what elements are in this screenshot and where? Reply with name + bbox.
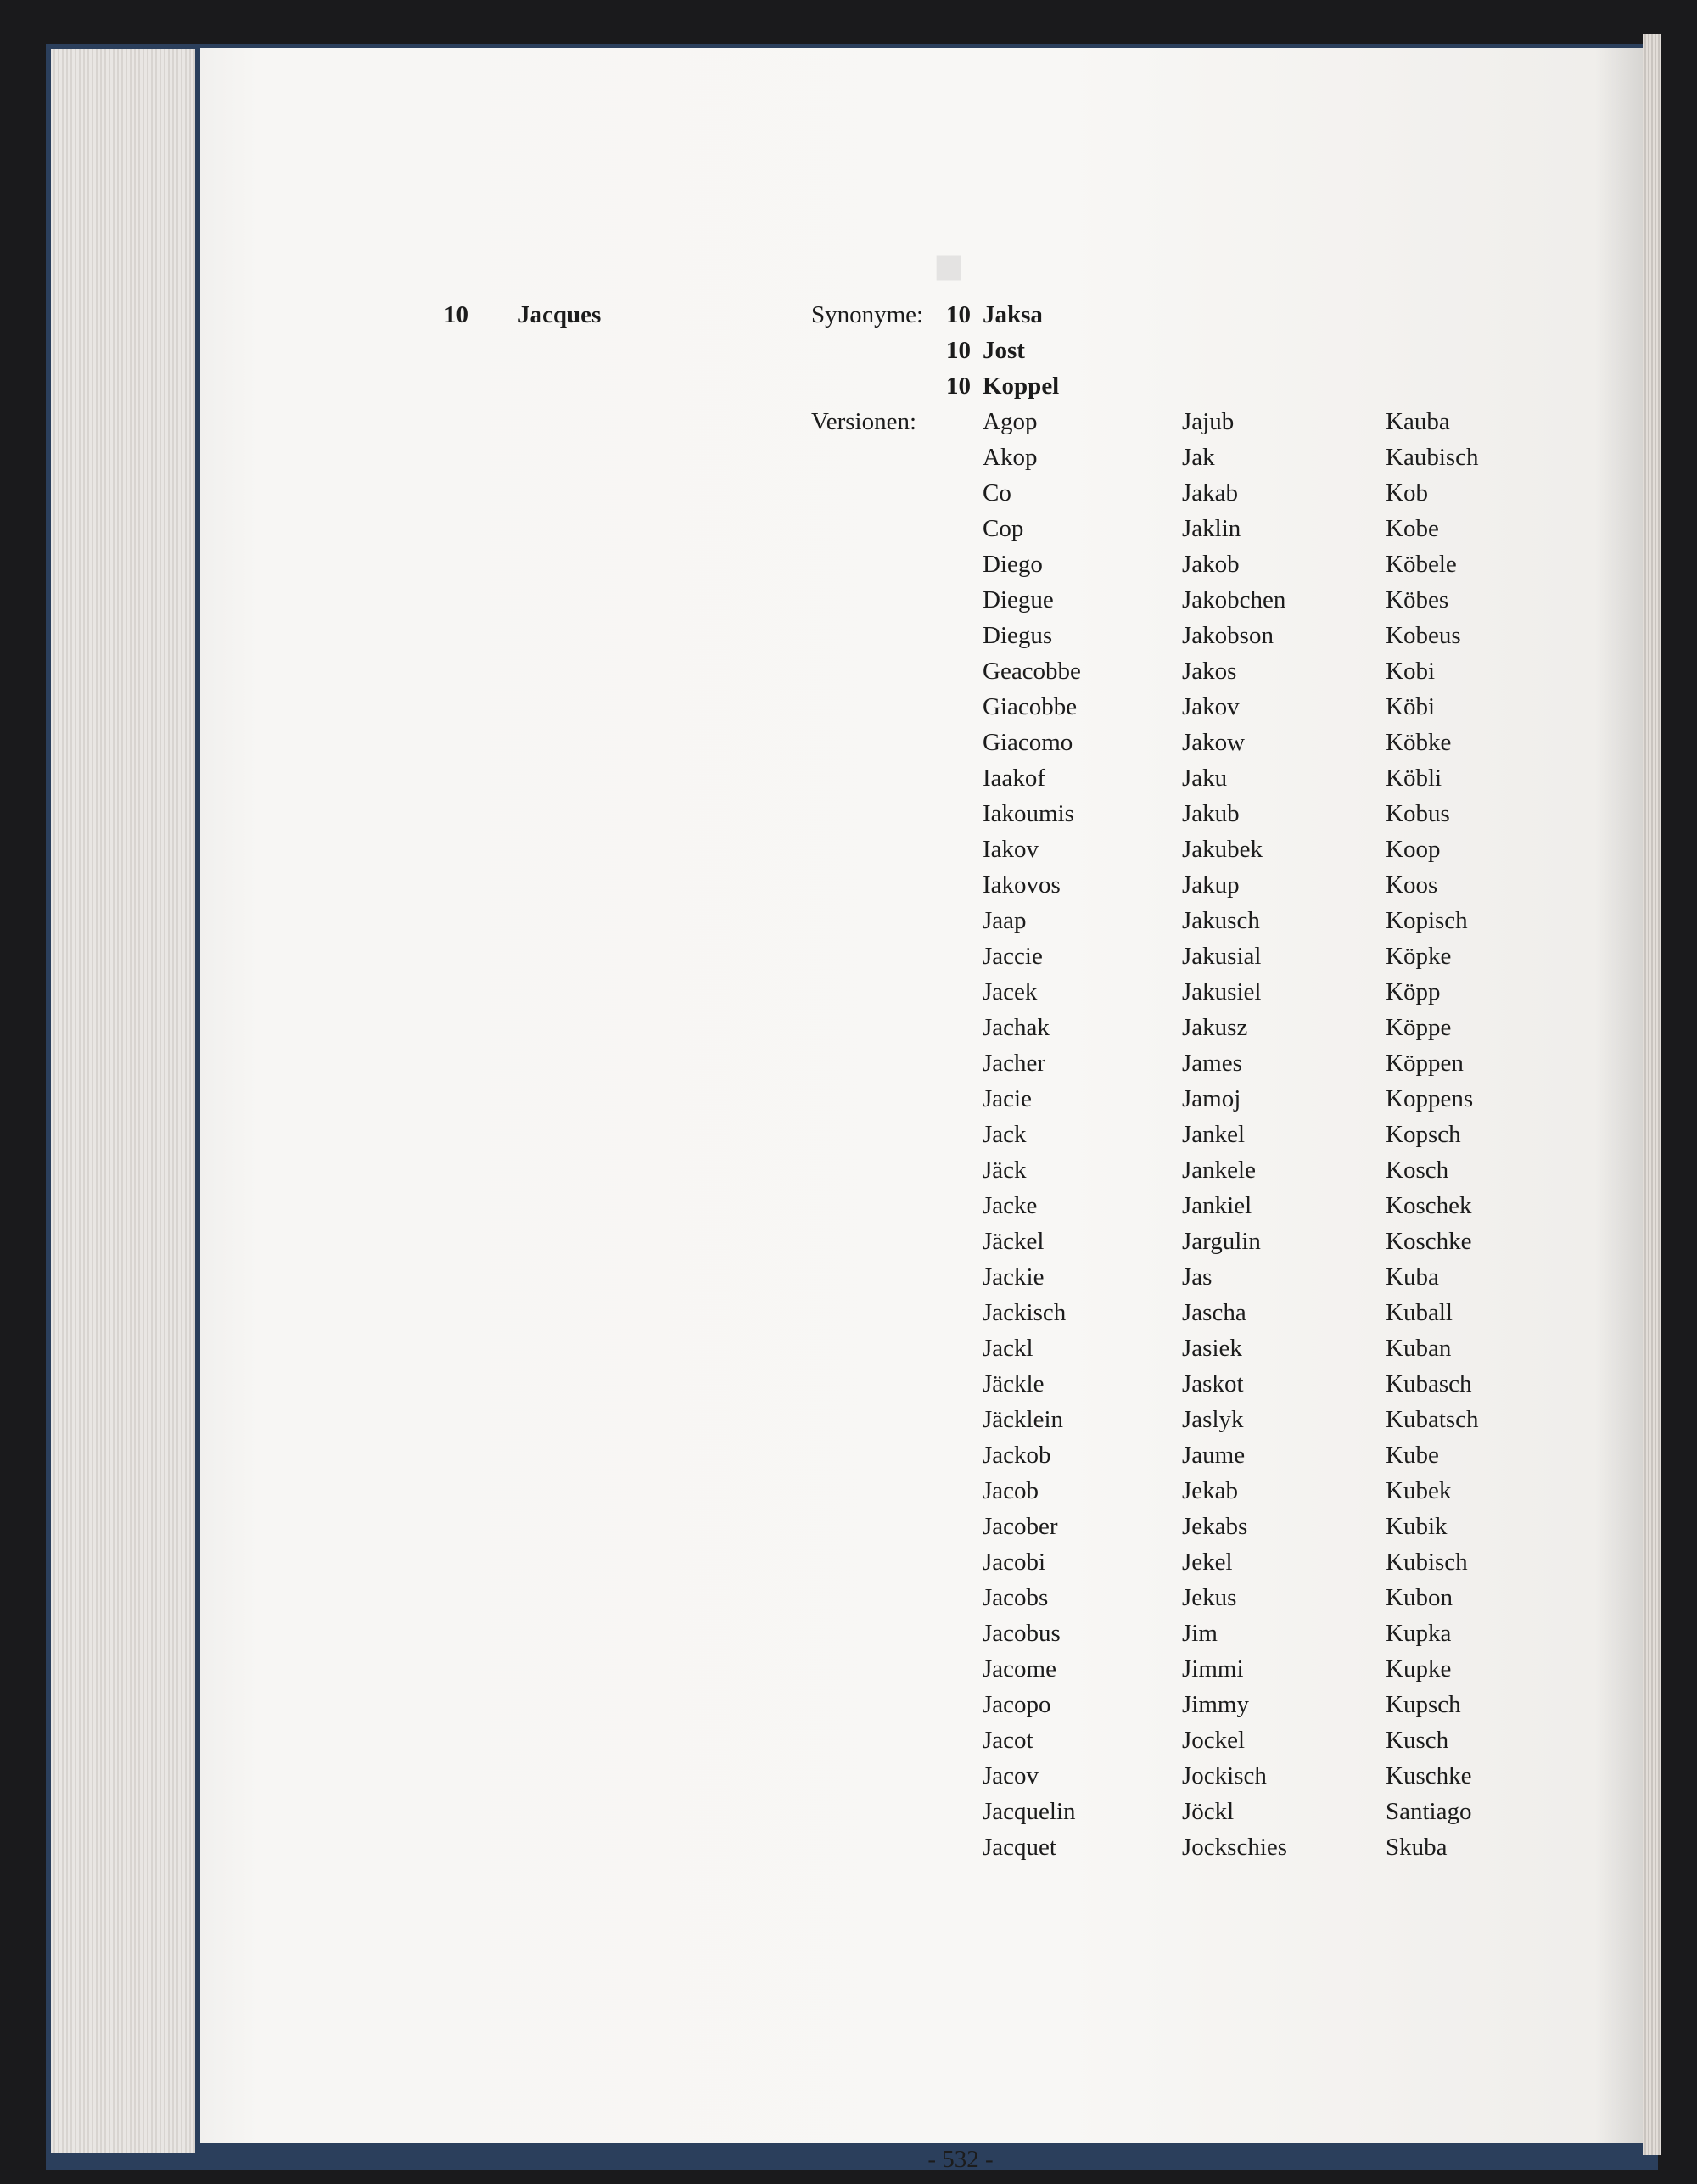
version-name: Jaku [1182, 764, 1228, 792]
version-name: Jimmy [1182, 1691, 1249, 1718]
version-name: Kaubisch [1386, 444, 1479, 471]
version-name: Koppens [1386, 1085, 1474, 1112]
version-name: Jöckl [1182, 1798, 1235, 1825]
version-name: Köpp [1386, 978, 1441, 1005]
version-name: Kauba [1386, 408, 1450, 435]
version-name: Jäck [983, 1156, 1027, 1184]
version-name: Jacopo [983, 1691, 1051, 1718]
version-name: Kubon [1386, 1584, 1453, 1611]
version-name: Kobeus [1386, 622, 1461, 649]
version-name: Kobe [1386, 515, 1439, 542]
version-name: Jekabs [1182, 1513, 1248, 1540]
bleed-through-decoration: ■ [933, 238, 965, 294]
version-name: Jas [1182, 1263, 1213, 1291]
versions-column-2 [1182, 404, 1287, 1865]
version-name: Köbke [1386, 729, 1452, 756]
version-name: Kupsch [1386, 1691, 1461, 1718]
synonym-name: Jaksa [983, 301, 1043, 328]
version-name: Co [983, 479, 1011, 507]
version-name: Jockel [1182, 1727, 1246, 1754]
version-name: Jaklin [1182, 515, 1241, 542]
version-name: Jackie [983, 1263, 1045, 1291]
version-name: Jaap [983, 907, 1027, 934]
version-name: Jakow [1182, 729, 1246, 756]
version-name: Jacobus [983, 1620, 1061, 1647]
version-name: Jargulin [1182, 1228, 1261, 1255]
version-name: Jakobson [1182, 622, 1274, 649]
version-name: Jekab [1182, 1477, 1239, 1504]
synonym-number: 10 [946, 301, 971, 328]
versions-column-1 [983, 404, 1081, 1865]
version-name: Iakovos [983, 871, 1061, 899]
version-name: Jankiel [1182, 1192, 1252, 1219]
synonym-name: Koppel [983, 372, 1060, 400]
version-name: Jascha [1182, 1299, 1246, 1326]
version-name: Kobus [1386, 800, 1450, 827]
version-name: Kopsch [1386, 1121, 1461, 1148]
version-name: Jacke [983, 1192, 1038, 1219]
version-name: Jankel [1182, 1121, 1246, 1148]
version-name: Jacek [983, 978, 1038, 1005]
version-name: Kubasch [1386, 1370, 1472, 1397]
version-name: Kubatsch [1386, 1406, 1479, 1433]
version-name: Kobi [1386, 658, 1435, 685]
version-name: Jackisch [983, 1299, 1067, 1326]
version-name: Kopisch [1386, 907, 1468, 934]
version-name: Akop [983, 444, 1038, 471]
version-name: Cop [983, 515, 1024, 542]
version-name: Jim [1182, 1620, 1218, 1647]
page-edges-right [1643, 34, 1661, 2155]
version-name: Jack [983, 1121, 1027, 1148]
version-name: Jak [1182, 444, 1215, 471]
version-name: Kupka [1386, 1620, 1452, 1647]
version-name: Jakup [1182, 871, 1240, 899]
version-name: Köbes [1386, 586, 1449, 613]
version-name: James [1182, 1050, 1242, 1077]
version-name: Santiago [1386, 1798, 1472, 1825]
version-name: Jäcklein [983, 1406, 1064, 1433]
version-name: Jakov [1182, 693, 1240, 720]
version-name: Kuban [1386, 1335, 1452, 1362]
version-name: Kubek [1386, 1477, 1452, 1504]
version-name: Kusch [1386, 1727, 1449, 1754]
version-name: Kupke [1386, 1655, 1452, 1683]
version-name: Geacobbe [983, 658, 1081, 685]
version-name: Jacher [983, 1050, 1046, 1077]
version-name: Kube [1386, 1442, 1439, 1469]
version-name: Jaccie [983, 943, 1043, 970]
version-name: Köbi [1386, 693, 1435, 720]
version-name: Jakab [1182, 479, 1239, 507]
version-name: Agop [983, 408, 1038, 435]
synonym-number: 10 [946, 372, 971, 400]
version-name: Jakusiel [1182, 978, 1262, 1005]
version-name: Kubisch [1386, 1548, 1468, 1576]
version-name: Giacobbe [983, 693, 1078, 720]
version-name: Jachak [983, 1014, 1050, 1041]
version-name: Jakusial [1182, 943, 1262, 970]
version-name: Jakobchen [1182, 586, 1286, 613]
version-name: Jockschies [1182, 1834, 1288, 1861]
gutter-shadow [1595, 48, 1643, 2143]
version-name: Koschke [1386, 1228, 1472, 1255]
version-name: Jekel [1182, 1548, 1233, 1576]
version-name: Jacov [983, 1762, 1039, 1789]
version-name: Jankele [1182, 1156, 1256, 1184]
version-name: Diegue [983, 586, 1054, 613]
synonyms-label: Synonyme: [811, 301, 924, 328]
version-name: Jacquet [983, 1834, 1056, 1861]
version-name: Diego [983, 551, 1043, 578]
version-name: Köpke [1386, 943, 1452, 970]
version-name: Koschek [1386, 1192, 1472, 1219]
version-name: Iakoumis [983, 800, 1074, 827]
entry-name: Jacques [518, 301, 602, 328]
version-name: Koop [1386, 836, 1441, 863]
version-name: Jacot [983, 1727, 1033, 1754]
version-name: Jackob [983, 1442, 1051, 1469]
version-name: Skuba [1386, 1834, 1448, 1861]
version-name: Jacie [983, 1085, 1032, 1112]
page-edges-left [51, 49, 195, 2153]
version-name: Jakusch [1182, 907, 1260, 934]
version-name: Jackl [983, 1335, 1033, 1362]
version-name: Kuschke [1386, 1762, 1472, 1789]
version-name: Jacome [983, 1655, 1056, 1683]
version-name: Jimmi [1182, 1655, 1244, 1683]
version-name: Jacobi [983, 1548, 1046, 1576]
version-name: Iaakof [983, 764, 1046, 792]
version-name: Diegus [983, 622, 1053, 649]
version-name: Jacobs [983, 1584, 1049, 1611]
version-name: Köbli [1386, 764, 1442, 792]
version-name: Kuba [1386, 1263, 1439, 1291]
synonym-number: 10 [946, 337, 971, 364]
version-name: Köbele [1386, 551, 1457, 578]
version-name: Jockisch [1182, 1762, 1267, 1789]
version-name: Jacob [983, 1477, 1039, 1504]
version-name: Jakubek [1182, 836, 1263, 863]
version-name: Koos [1386, 871, 1438, 899]
version-name: Jaskot [1182, 1370, 1244, 1397]
version-name: Jakos [1182, 658, 1237, 685]
version-name: Jakusz [1182, 1014, 1248, 1041]
entry-number: 10 [444, 301, 468, 328]
version-name: Jaume [1182, 1442, 1246, 1469]
version-name: Köppe [1386, 1014, 1452, 1041]
version-name: Jasiek [1182, 1335, 1242, 1362]
version-name: Giacomo [983, 729, 1073, 756]
version-name: Kob [1386, 479, 1428, 507]
version-name: Jakob [1182, 551, 1240, 578]
version-name: Köppen [1386, 1050, 1464, 1077]
version-name: Kubik [1386, 1513, 1448, 1540]
version-name: Jamoj [1182, 1085, 1241, 1112]
version-name: Jakub [1182, 800, 1240, 827]
synonym-name: Jost [983, 337, 1025, 364]
version-name: Jäckle [983, 1370, 1045, 1397]
version-name: Jajub [1182, 408, 1235, 435]
version-name: Jacquelin [983, 1798, 1076, 1825]
version-name: Jaslyk [1182, 1406, 1244, 1433]
version-name: Jäckel [983, 1228, 1045, 1255]
version-name: Jekus [1182, 1584, 1237, 1611]
versions-label: Versionen: [811, 408, 917, 435]
versions-column-3 [1386, 404, 1479, 1865]
version-name: Kuball [1386, 1299, 1453, 1326]
page-number: - 532 - [927, 2146, 994, 2173]
version-name: Jacober [983, 1513, 1058, 1540]
version-name: Iakov [983, 836, 1039, 863]
version-name: Kosch [1386, 1156, 1449, 1184]
